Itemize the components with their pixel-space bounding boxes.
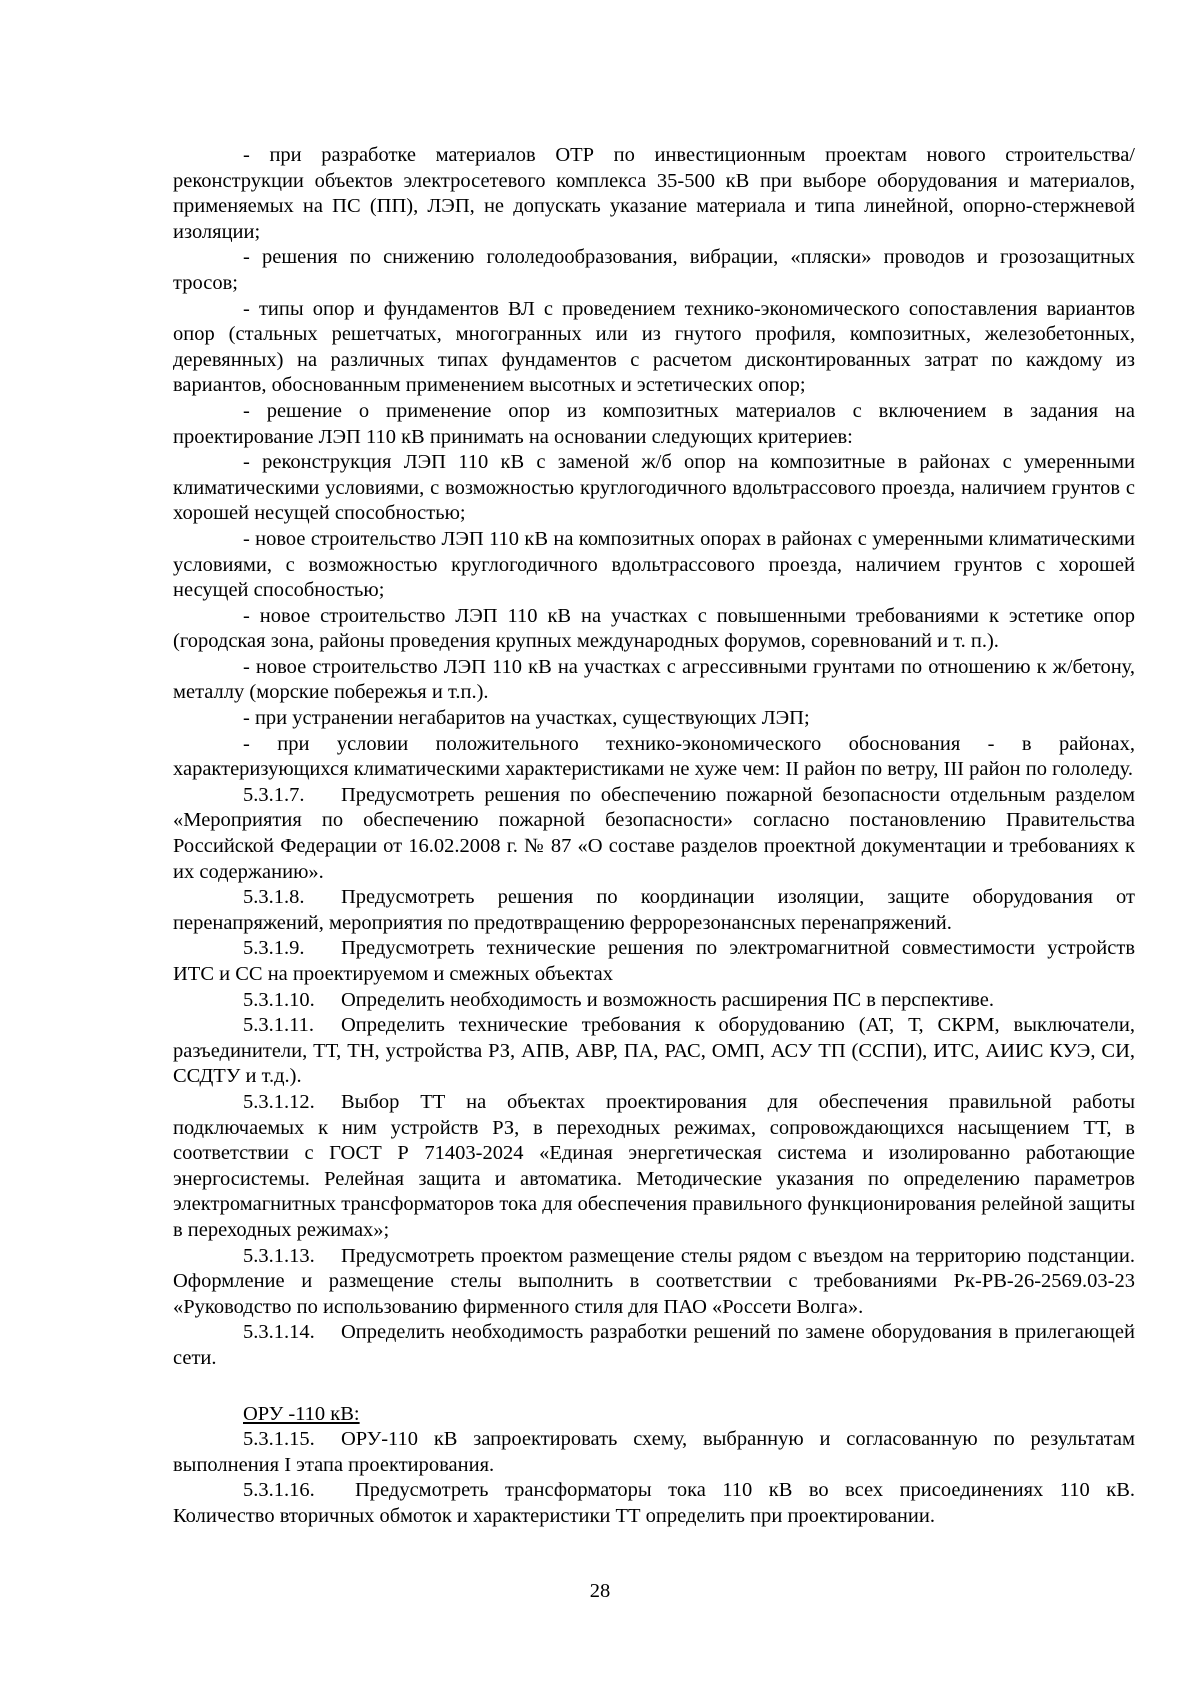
clause-text: Определить технические требования к оборудованию (АТ, Т, СКРМ, выключатели, разъединители, ТТ, ТН, устройства РЗ, АПВ, АВР, ПА, РАС, ОМП, АСУ ТП (ССПИ), ИТС, АИИС КУЭ, СИ, ССДТУ и т.д.). — [173, 1014, 1135, 1088]
clause-5-3-1-16 — [173, 1478, 1135, 1529]
clause-number: 5.3.1.9. — [243, 937, 305, 960]
clause-5-3-1-8 — [173, 885, 1135, 936]
clause-number: 5.3.1.16. — [243, 1479, 315, 1502]
paragraph-criterion-aesthetics: - новое строительство ЛЭП 110 кВ на участках с повышенными требованиями к эстетике опор (городская зона, районы проведения крупных международных форумов, соревнований и т. п.). — [173, 604, 1135, 653]
clause-text: Предусмотреть решения по обеспечению пожарной безопасности отдельным разделом «Мероприятия по обеспечению пожарной безопасности» согласно постановлению Правительства Российской Федерации от 16.02.2008 г. № 87 «О составе разделов проектной документации и требованиях к их содержанию». — [173, 783, 1135, 883]
clause-5-3-1-11 — [173, 1013, 1135, 1090]
clause-5-3-1-14 — [173, 1320, 1135, 1371]
clause-text: ОРУ-110 кВ запроектировать схему, выбранную и согласованную по результатам выполнения I этапа проектирования. — [173, 1428, 1135, 1476]
clause-number: 5.3.1.12. — [243, 1090, 315, 1113]
paragraph-criterion-aggressive-soil: - новое строительство ЛЭП 110 кВ на участках с агрессивными грунтами по отношению к ж/бетону, металлу (морские побережья и т.п.). — [173, 655, 1135, 704]
clause-5-3-1-9 — [173, 936, 1135, 987]
clause-number: 5.3.1.13. — [243, 1244, 315, 1267]
paragraph-criterion-new-construction: - новое строительство ЛЭП 110 кВ на композитных опорах в районах с умеренными климатическими условиями, с возможностью круглогодичного вдольтрассового проезда, наличием грунтов с хорошей несущей способностью; — [173, 527, 1135, 602]
page-number: 28 — [589, 1580, 611, 1602]
document-page — [173, 143, 1135, 1529]
section-heading-oru-110: ОРУ -110 кВ: — [243, 1402, 360, 1425]
paragraph-icing-solutions: - решения по снижению гололедообразования, вибрации, «пляски» проводов и грозозащитных тросов; — [173, 246, 1135, 294]
paragraph-criterion-reconstruction: - реконструкция ЛЭП 110 кВ с заменой ж/б опор на композитные в районах с умеренными климатическими условиями, с возможностью круглогодичного вдольтрассового проезда, наличием грунтов с хорошей несущей способностью; — [173, 451, 1135, 525]
clause-text: Предусмотреть решения по координации изоляции, защите оборудования от перенапряжений, мероприятия по предотвращению феррорезонансных перенапряжений. — [173, 886, 1135, 934]
spacer — [173, 1372, 1135, 1402]
clause-number: 5.3.1.7. — [243, 783, 305, 806]
clause-5-3-1-7 — [173, 783, 1135, 885]
clause-text: Выбор ТТ на объектах проектирования для обеспечения правильной работы подключаемых к ним устройств РЗ, в переходных режимах, сопровождающихся насыщением ТТ, в соответствии с ГОСТ Р 71403-2024 «Единая энергетическая система и изолированно работающие энергосистемы. Релейная защита и автоматика. Методические указания по определению параметров электромагнитных трансформаторов тока для обеспечения правильного функционирования релейной защиты в переходных режимах»; — [173, 1090, 1135, 1241]
paragraph-tower-types: - типы опор и фундаментов ВЛ с проведением технико-экономического сопоставления вариантов опор (стальных решетчатых, многогранных или из гнутого профиля, композитных, железобетонных, деревянных) на различных типах фундаментов с расчетом дисконтированных затрат по каждому из вариантов, обоснованным применением высотных и эстетических опор; — [173, 297, 1135, 397]
clause-number: 5.3.1.8. — [243, 886, 305, 909]
paragraph-otr-insulation: - при разработке материалов ОТР по инвестиционным проектам нового строительства/реконструкции объектов электросетевого комплекса 35-500 кВ при выборе оборудования и материалов, применяемых на ПС (ПП), ЛЭП, не допускать указание материала и типа линейной, опорно-стержневой изоляции; — [173, 144, 1135, 243]
clause-text: Определить необходимость разработки решений по замене оборудования в прилегающей сети. — [173, 1321, 1135, 1369]
clause-5-3-1-10 — [173, 988, 1135, 1014]
paragraph-criterion-clearance: - при устранении негабаритов на участках, существующих ЛЭП; — [243, 707, 810, 730]
clause-number: 5.3.1.11. — [243, 1014, 314, 1037]
clause-text: Предусмотреть проектом размещение стелы рядом с въездом на территорию подстанции. Оформление и размещение стелы выполнить в соответствии с требованиями Рк-РВ-26-2569.03-23 «Руководство по использованию фирменного стиля для ПАО «Россети Волга». — [173, 1244, 1135, 1318]
clause-number: 5.3.1.10. — [243, 988, 315, 1011]
clause-text: Предусмотреть технические решения по электромагнитной совместимости устройств ИТС и СС на проектируемом и смежных объектах — [173, 937, 1135, 985]
clause-number: 5.3.1.15. — [243, 1428, 315, 1451]
paragraph-composite-decision: - решение о применение опор из композитных материалов с включением в задания на проектирование ЛЭП 110 кВ принимать на основании следующих критериев: — [173, 399, 1135, 448]
clause-5-3-1-15 — [173, 1427, 1135, 1478]
clause-text: Определить необходимость и возможность расширения ПС в перспективе. — [341, 988, 994, 1011]
clause-number: 5.3.1.14. — [243, 1321, 315, 1344]
clause-5-3-1-12 — [173, 1090, 1135, 1244]
clause-text: Предусмотреть трансформаторы тока 110 кВ во всех присоединениях 110 кВ. Количество вторичных обмоток и характеристики ТТ определить при проектировании. — [173, 1479, 1135, 1527]
paragraph-criterion-climate: - при условии положительного технико-экономического обоснования - в районах, характеризующихся климатическими характеристиками не хуже чем: II район по ветру, III район по гололеду. — [173, 732, 1135, 781]
clause-5-3-1-13 — [173, 1244, 1135, 1321]
